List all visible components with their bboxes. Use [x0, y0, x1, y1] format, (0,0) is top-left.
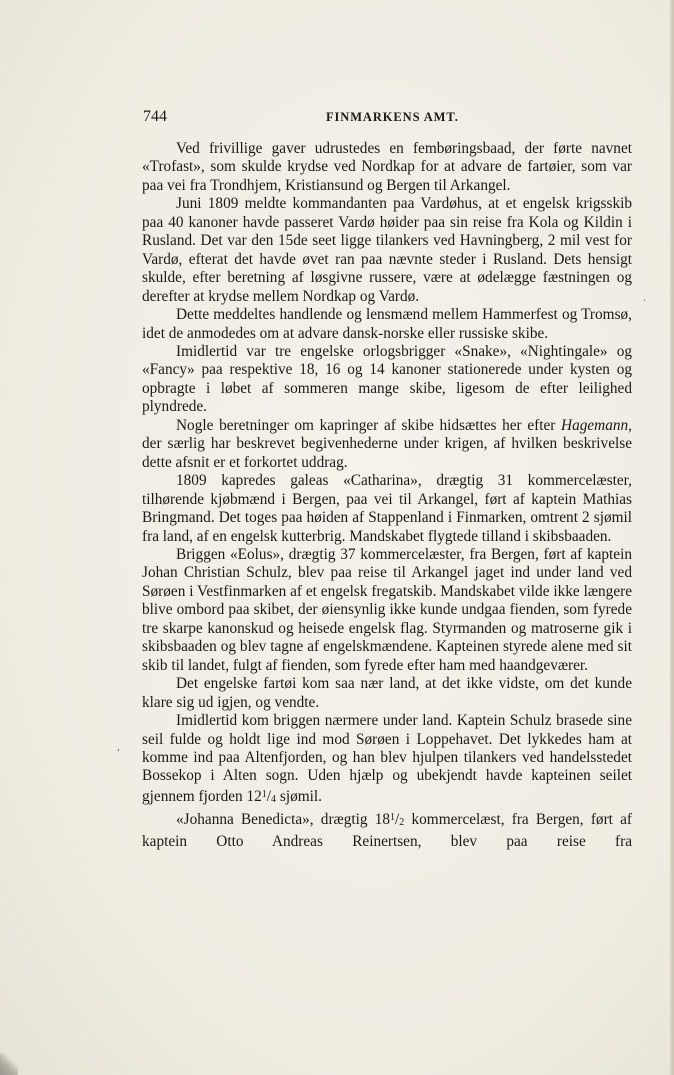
paragraph: Dette meddeltes handlende og lensmænd mellem Hammerfest og Tromsø, idet de anmodedes om at advare dansk-norske eller russiske skibe.: [142, 306, 632, 342]
page-edge: [670, 0, 674, 1075]
paragraph-text: der særlig har beskrevet begivenhederne under krigen, af hvilken beskrivelse dette afsnit er et forkortet uddrag.: [142, 435, 632, 471]
margin-mark: ,: [117, 742, 121, 753]
paragraph: Juni 1809 meldte kommandanten paa Vardøhus, at et engelsk krigsskib paa 40 kanoner havde passeret Vardø høider paa sin reise fra Kola og Kildin i Rusland. Det var den 15de seet ligge tilankers ved Havningberg, 2 mil vest for Vardø, efterat det havde øvet ran paa nævnte steder i Rusland. Dets hensigt skulde, efter beretning af løsgivne russere, være at ødelægge fæstningen og derefter at krydse mellem Nordkap og Vardø.: [142, 195, 632, 305]
body-text: [142, 140, 632, 851]
fraction-numerator: 1: [261, 788, 267, 800]
fraction-denominator: 4: [271, 793, 277, 805]
paragraph-text: sjømil.: [276, 787, 322, 805]
paragraph-text: kommercelæst, fra Bergen, ført af kaptein Otto Andreas Reinertsen, blev paa reise fra: [142, 811, 632, 850]
paragraph: Ved frivillige gaver udrustedes en fembøringsbaad, der førte navnet «Trofast», som skulde krydse ved Nordkap for at advare de fartøier, som var paa vei fra Trondhjem, Kristiansund og Bergen til Arkangel.: [142, 140, 632, 194]
scan-corner-shadow: [0, 1053, 18, 1075]
paragraph-text: Imidlertid kom briggen nærmere under land. Kaptein Schulz brasede sine seil fulde og holdt lige ind mod Sørøen i Loppehavet. Det lykkedes ham at komme ind paa Altenfjorden, og han blev hjulpen tilankers ved handelsstedet Bossekop i Alten sogn. Uden hjælp og ubekjendt havde kapteinen seilet gjennem fjorden 12: [142, 712, 632, 805]
author-name: Hagemann,: [561, 416, 632, 434]
page-header: [143, 108, 631, 128]
page-number: 744: [143, 108, 167, 125]
paragraph: [142, 417, 632, 472]
paragraph: Det engelske fartøi kom saa nær land, at det ikke vidste, om det kunde klare sig ud igjen, og vendte.: [142, 675, 632, 711]
paragraph-text: Nogle beretninger om kapringer af skibe hidsættes her efter: [176, 416, 562, 434]
margin-mark: ·: [642, 296, 646, 307]
fraction-numerator: 1: [390, 812, 396, 824]
paragraph: Imidlertid kom briggen nærmere under land. Kaptein Schulz brasede sine seil fulde og holdt lige ind mod Sørøen i Loppehavet. Det lykkedes ham at komme ind paa Altenfjorden, og han blev hjulpen tilankers ved handelsstedet Bossekop i Alten sogn. Uden hjælp og ubekjendt havde kapteinen seilet gjennem fjorden $12^1/4$ sjømil.: [142, 712, 632, 805]
paragraph: Imidlertid var tre engelske orlogsbrigger «Snake», «Nightingale» og «Fancy» paa respektive 18, 16 og 14 kanoner stationerede under kysten og opbragte i løbet af sommeren mange skibe, ligesom de efter leilighed plyndrede.: [142, 342, 632, 416]
paragraph: Briggen «Eolus», drægtig 37 kommercelæster, fra Bergen, ført af kaptein Johan Christian Schulz, blev paa reise til Arkangel jaget ind under land ved Sørøen i Vestfinmarken af et engelsk fregatskib. Mandskabet vilde ikke længere blive ombord paa skibet, der øiensynlig ikke kunde undgaa fienden, som fyrede tre skarpe kanonskud og heisede engelsk flag. Styrmanden og matroserne gik i skibsbaaden og blev tagne af engelskmændene. Kapteinen styrede alene med sit skib til landet, fulgt af fienden, som fyrede efter ham med haandgeværer.: [142, 545, 632, 674]
paragraph: 1809 kapredes galeas «Catharina», drægtig 31 kommercelæster, tilhørende kjøbmænd i Bergen, paa vei til Arkangel, ført af kaptein Mathias Bringmand. Det toges paa høiden af Stappenland i Finmarken, omtrent 2 sjømil fra land, af en engelsk kutterbrig. Mandskabet flygtede tilland i skibsbaaden.: [142, 472, 632, 545]
running-head: FINMARKENS AMT.: [326, 110, 459, 124]
paragraph-text: «Johanna Benedicta», drægtig 18: [176, 811, 391, 829]
paragraph: «Johanna Benedicta», drægtig $18^1/2$ kommercelæst, fra Bergen, ført af kaptein Otto Andreas Reinertsen, blev paa reise fra: [142, 811, 632, 850]
fraction-denominator: 2: [399, 817, 405, 829]
